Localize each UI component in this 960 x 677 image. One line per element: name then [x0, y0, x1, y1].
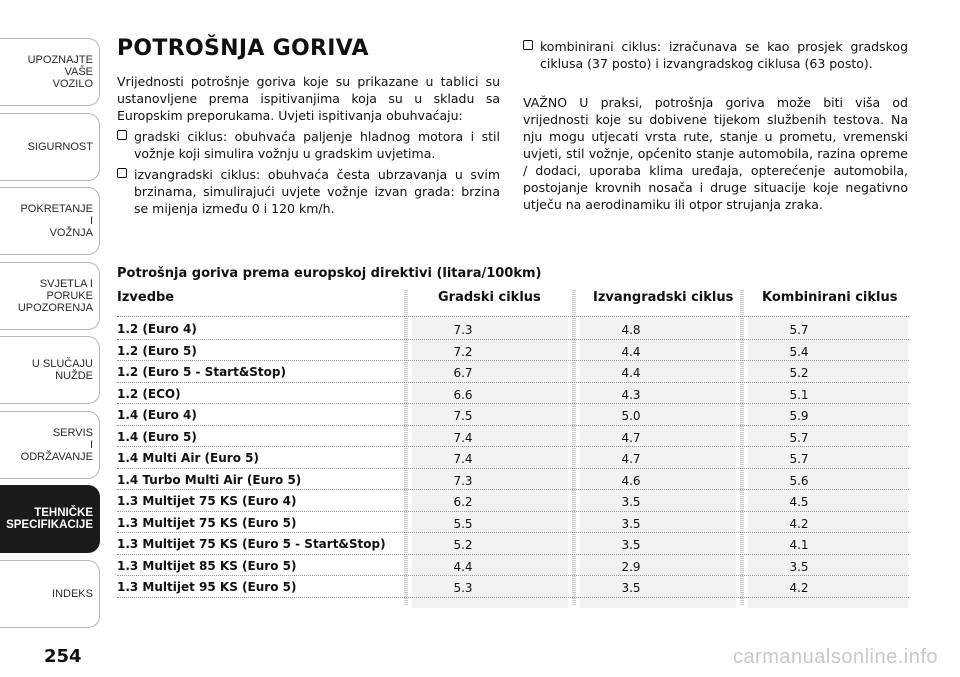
urban-value: 6.7 [453, 366, 473, 380]
model-cell: 1.3 Multijet 75 KS (Euro 5 - Start&Stop) [117, 537, 386, 551]
tab-servis-i-odrzavanje[interactable]: SERVIS I ODRŽAVANJE [0, 411, 100, 479]
header-izvedbe: Izvedbe [117, 290, 175, 305]
urban-value: 5.5 [453, 516, 473, 531]
right-text-column [523, 38, 908, 213]
table-caption: Potrošnja goriva prema europskoj direktivi (litara/100km) [117, 266, 542, 281]
header-izvangradski: Izvangradski ciklus [593, 290, 734, 305]
tab-upoznajte-vase-vozilo[interactable]: UPOZNAJTE VAŠE VOZILO [0, 38, 100, 106]
bullet-extra-urban-cycle [117, 166, 500, 217]
model-cell: 1.3 Multijet 75 KS (Euro 5) [117, 515, 297, 530]
checkbox-bullet-icon [117, 168, 127, 178]
model-cell: 1.4 (Euro 5) [117, 429, 197, 444]
watermark: carmanualsonline.info [732, 646, 938, 668]
table-row [117, 447, 909, 469]
header-kombinirani: Kombinirani ciklus [762, 290, 898, 305]
combined-value: 5.2 [789, 366, 809, 380]
combined-value: 4.5 [789, 495, 809, 509]
model-cell: 1.2 (ECO) [117, 386, 181, 401]
tab-pokretanje-i-voznja[interactable]: POKRETANJE I VOŽNJA [0, 187, 100, 255]
page-title: POTROŠNJA GORIVA [117, 36, 369, 61]
combined-value: 5.4 [789, 344, 809, 359]
tab-u-slucaju-nuzde[interactable]: U SLUČAJU NUŽDE [0, 336, 100, 404]
urban-value: 6.2 [453, 495, 473, 509]
model-cell: 1.4 Multi Air (Euro 5) [117, 451, 259, 465]
tab-svjetla-i-poruke[interactable]: SVJETLA I PORUKE UPOZORENJA [0, 262, 100, 330]
tab-indeks[interactable]: INDEKS [0, 560, 100, 628]
combined-value: 5.7 [789, 430, 809, 445]
urban-value: 7.5 [453, 409, 473, 423]
extra-urban-value: 5.0 [621, 409, 641, 423]
urban-value: 7.4 [453, 430, 473, 445]
table-row [117, 361, 909, 383]
extra-urban-value: 3.5 [621, 516, 641, 531]
table-row [117, 555, 909, 577]
model-cell: 1.2 (Euro 4) [117, 322, 197, 336]
urban-value: 5.3 [453, 581, 473, 595]
table-row [117, 576, 909, 598]
bullet-urban-cycle [117, 128, 500, 162]
tab-sigurnost[interactable]: SIGURNOST [0, 113, 100, 181]
important-note: VAŽNO U praksi, potrošnja goriva može biti viša od vrijednosti koje su dobivene tijekom službenih testova. Na nju mogu utjecati vrsta rute, stanje u prometu, vremenski uvjeti, stil vožnje, općenito stanje automobila, razina opreme / dodaci, uporaba klima uređaja, opterećenje automobila, postojanje krovnih nosača i druge situacije koje negativno utječu na aerodinamiku ili otpor strujanja zraka. [523, 95, 908, 212]
extra-urban-value: 3.5 [621, 581, 641, 595]
consumption-table [117, 318, 909, 598]
combined-value: 5.7 [789, 452, 809, 466]
model-cell: 1.4 Turbo Multi Air (Euro 5) [117, 472, 302, 487]
model-cell: 1.2 (Euro 5) [117, 343, 197, 358]
table-row [117, 469, 909, 491]
bullet-text: kombinirani ciklus: izračunava se kao prosjek gradskog ciklusa (37 posto) i izvangradskog ciklusa (63 posto). [540, 39, 908, 71]
tab-tehnicke-specifikacije[interactable]: TEHNIČKE SPECIFIKACIJE [0, 485, 100, 553]
combined-value: 4.2 [789, 516, 809, 531]
urban-value: 7.3 [453, 323, 473, 337]
table-row [117, 340, 909, 362]
table-row [117, 512, 909, 534]
combined-value: 5.7 [789, 323, 809, 337]
extra-urban-value: 3.5 [621, 538, 641, 552]
bullet-text: gradski ciklus: obuhvaća paljenje hladnog motora i stil vožnje koji simulira vožnju u gradskim uvjetima. [134, 129, 500, 161]
extra-urban-value: 4.4 [621, 366, 641, 380]
urban-value: 7.3 [453, 473, 473, 488]
checkbox-bullet-icon [117, 130, 127, 140]
combined-value: 3.5 [789, 559, 809, 574]
table-row [117, 383, 909, 405]
combined-value: 4.2 [789, 581, 809, 595]
model-cell: 1.3 Multijet 85 KS (Euro 5) [117, 558, 297, 573]
extra-urban-value: 2.9 [621, 559, 641, 574]
model-cell: 1.2 (Euro 5 - Start&Stop) [117, 365, 286, 379]
combined-value: 5.9 [789, 409, 809, 423]
extra-urban-value: 4.4 [621, 344, 641, 359]
extra-urban-value: 4.8 [621, 323, 641, 337]
extra-urban-value: 4.7 [621, 452, 641, 466]
header-rule [117, 316, 909, 317]
urban-value: 5.2 [453, 538, 473, 552]
combined-value: 5.6 [789, 473, 809, 488]
extra-urban-value: 3.5 [621, 495, 641, 509]
model-cell: 1.4 (Euro 4) [117, 408, 197, 422]
row-divider [117, 597, 909, 598]
table-row [117, 318, 909, 340]
table-header [117, 290, 909, 310]
table-row [117, 404, 909, 426]
page-number: 254 [44, 646, 82, 667]
extra-urban-value: 4.3 [621, 387, 641, 402]
model-cell: 1.3 Multijet 95 KS (Euro 5) [117, 580, 297, 594]
extra-urban-value: 4.7 [621, 430, 641, 445]
extra-urban-value: 4.6 [621, 473, 641, 488]
bullet-text: izvangradski ciklus: obuhvaća česta ubrzavanja u svim brzinama, simulirajući uvjete vožnje izvan grada: brzina se mijenja između 0 i 120 km/h. [134, 167, 500, 216]
model-cell: 1.3 Multijet 75 KS (Euro 4) [117, 494, 297, 508]
left-text-column [117, 36, 500, 217]
urban-value: 7.2 [453, 344, 473, 359]
combined-value: 5.1 [789, 387, 809, 402]
table-row [117, 490, 909, 512]
combined-value: 4.1 [789, 538, 809, 552]
table-row [117, 426, 909, 448]
urban-value: 4.4 [453, 559, 473, 574]
urban-value: 6.6 [453, 387, 473, 402]
table-row [117, 533, 909, 555]
checkbox-bullet-icon [523, 40, 533, 50]
intro-paragraph: Vrijednosti potrošnje goriva koje su prikazane u tablici su ustanovljene prema ispitivanjima koja su u skladu sa Europskim preporukama. Uvjeti ispitivanja obuhvaćaju: [117, 74, 500, 123]
header-gradski: Gradski ciklus [438, 290, 541, 305]
bullet-combined-cycle [523, 38, 908, 72]
urban-value: 7.4 [453, 452, 473, 466]
